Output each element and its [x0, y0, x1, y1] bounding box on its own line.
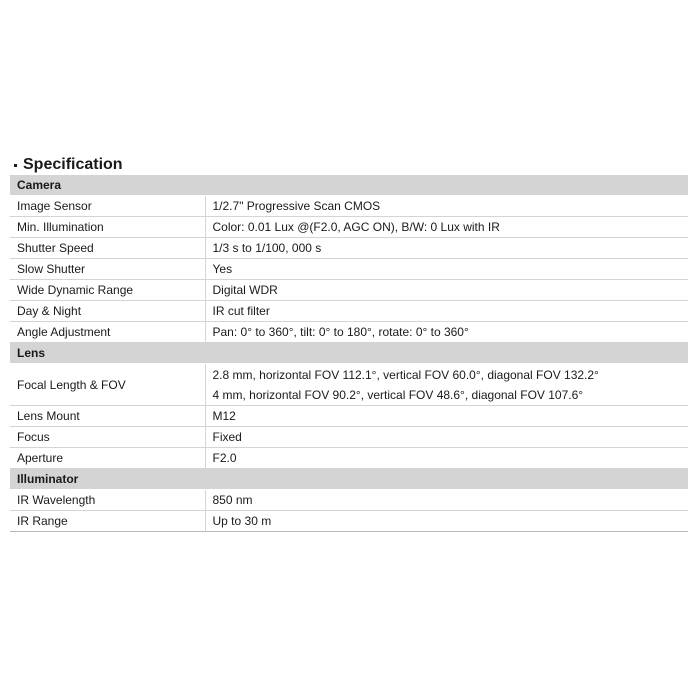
section-header: Illuminator	[10, 469, 688, 490]
table-row	[10, 448, 688, 469]
table-row	[10, 511, 688, 532]
spec-label: Focus	[10, 427, 205, 448]
spec-table	[10, 175, 688, 532]
spec-value: IR cut filter	[205, 301, 688, 322]
spec-value: Digital WDR	[205, 280, 688, 301]
spec-label: Image Sensor	[10, 196, 205, 217]
title-text: Specification	[23, 156, 123, 173]
spec-value: M12	[205, 406, 688, 427]
spec-value: 850 nm	[205, 490, 688, 511]
specification-block	[10, 154, 688, 532]
spec-value: F2.0	[205, 448, 688, 469]
table-row	[10, 301, 688, 322]
table-row	[10, 406, 688, 427]
table-row	[10, 259, 688, 280]
section-header: Lens	[10, 343, 688, 364]
bullet-icon	[14, 164, 17, 167]
spec-value-line: 2.8 mm, horizontal FOV 112.1°, vertical FOV 60.0°, diagonal FOV 132.2°	[212, 367, 599, 382]
page-title	[10, 154, 688, 175]
table-row	[10, 217, 688, 238]
table-row	[10, 280, 688, 301]
spec-label: Lens Mount	[10, 406, 205, 427]
spec-label: Wide Dynamic Range	[10, 280, 205, 301]
spec-label: Shutter Speed	[10, 238, 205, 259]
spec-value: Pan: 0° to 360°, tilt: 0° to 180°, rotate: 0° to 360°	[205, 322, 688, 343]
spec-label: Slow Shutter	[10, 259, 205, 280]
spec-label: IR Wavelength	[10, 490, 205, 511]
section-lens	[10, 343, 688, 364]
table-row	[10, 427, 688, 448]
spec-value: 1/3 s to 1/100, 000 s	[205, 238, 688, 259]
spec-label: Aperture	[10, 448, 205, 469]
spec-label: Min. Illumination	[10, 217, 205, 238]
section-header: Camera	[10, 175, 688, 196]
spec-label: Angle Adjustment	[10, 322, 205, 343]
spec-value: Yes	[205, 259, 688, 280]
spec-value: 1/2.7" Progressive Scan CMOS	[205, 196, 688, 217]
spec-label: IR Range	[10, 511, 205, 532]
table-row	[10, 238, 688, 259]
spec-value	[205, 364, 688, 406]
spec-value: Fixed	[205, 427, 688, 448]
spec-value: Color: 0.01 Lux @(F2.0, AGC ON), B/W: 0 Lux with IR	[205, 217, 688, 238]
spec-label: Day & Night	[10, 301, 205, 322]
spec-value-line: 4 mm, horizontal FOV 90.2°, vertical FOV 48.6°, diagonal FOV 107.6°	[212, 387, 584, 402]
table-row	[10, 490, 688, 511]
section-camera	[10, 175, 688, 196]
table-row	[10, 196, 688, 217]
section-illuminator	[10, 469, 688, 490]
spec-label: Focal Length & FOV	[10, 364, 205, 406]
table-row	[10, 322, 688, 343]
table-row	[10, 364, 688, 406]
spec-value: Up to 30 m	[205, 511, 688, 532]
